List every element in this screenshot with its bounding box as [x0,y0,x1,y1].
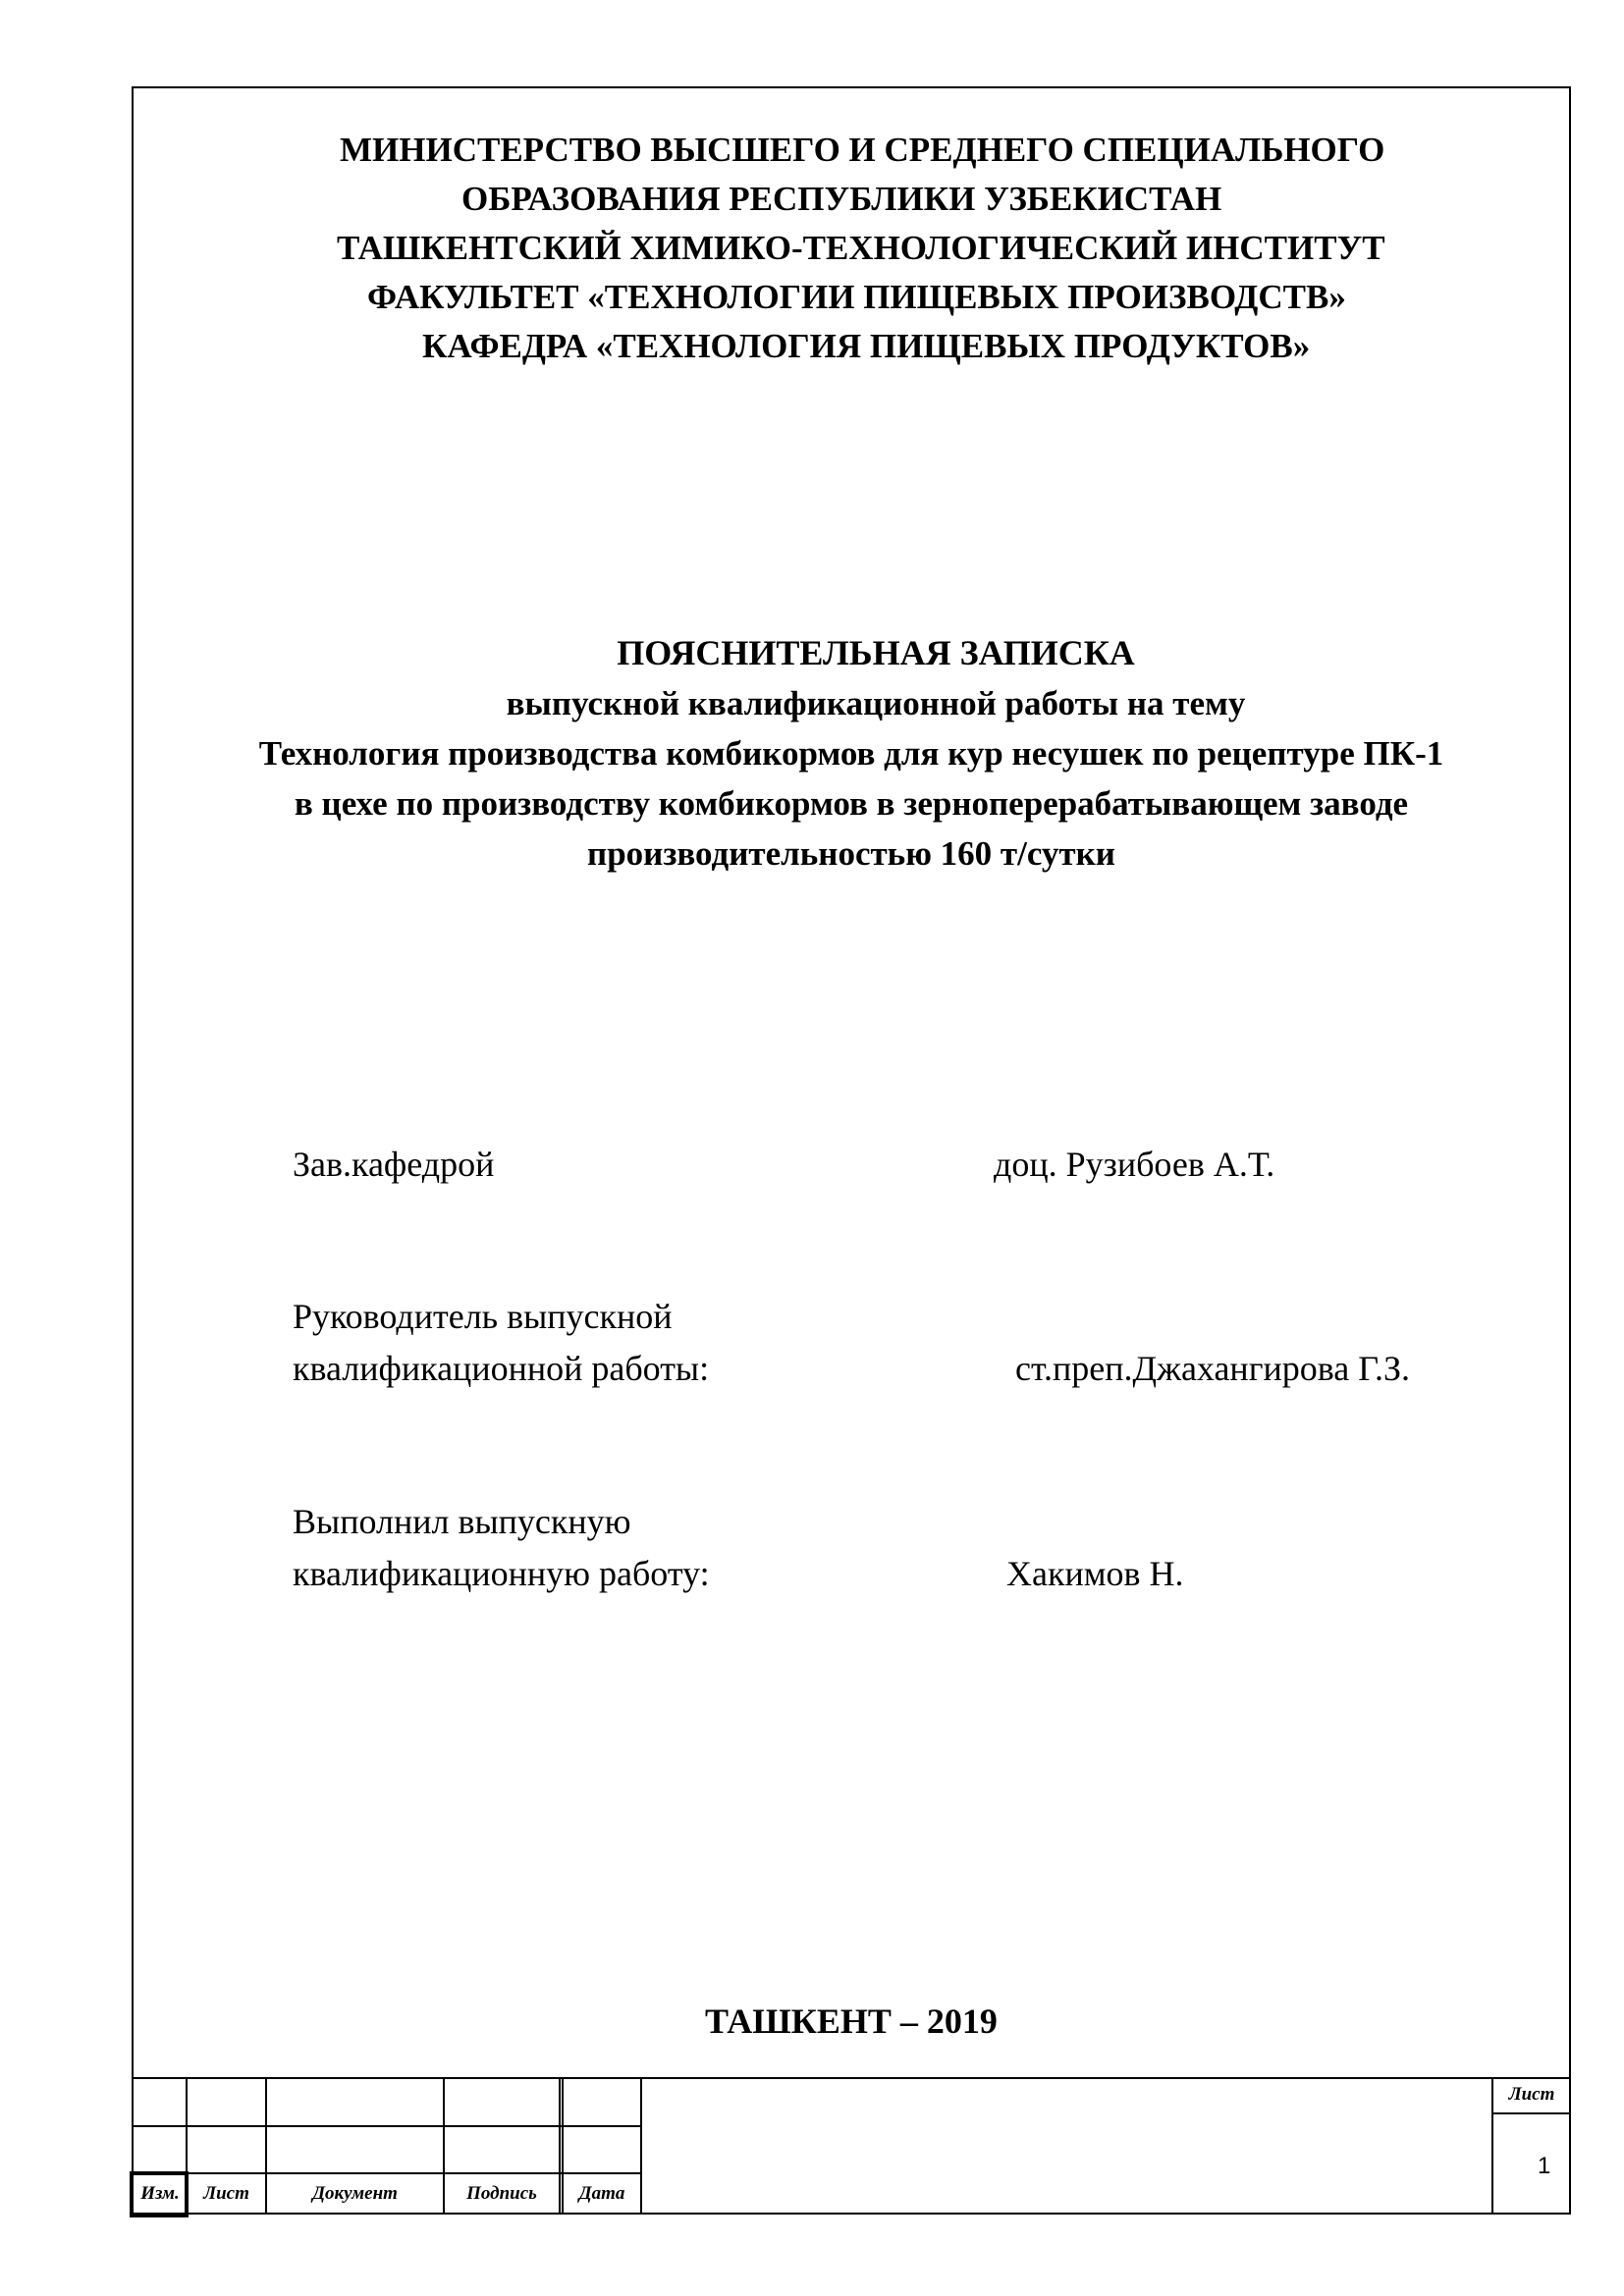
author-name: Хакимов Н. [1006,1554,1184,1593]
topic-line-3: производительностью 160 т/сутки [587,834,1115,873]
header-line-department: КАФЕДРА «ТЕХНОЛОГИЯ ПИЩЕВЫХ ПРОДУКТОВ» [422,327,1311,365]
stamp-label-signature: Подпись [466,2183,537,2204]
author-role-line1: Выполнил выпускную [293,1502,631,1541]
topic-line-1: Технология производства комбикормов для кур несушек по рецептуре ПК-1 [258,734,1444,773]
doc-type-heading: ПОЯСНИТЕЛЬНАЯ ЗАПИСКА [617,633,1135,672]
supervisor-role-line2: квалификационной работы: [293,1349,710,1388]
head-name: доц. Рузибоев А.Т. [994,1145,1275,1184]
stamp-sheet-number: 1 [1538,2153,1551,2179]
head-role: Зав.кафедрой [293,1145,495,1184]
topic-line-2: в цехе по производству комбикормов в зерноперерабатывающем заводе [294,784,1409,823]
header-line-republic: ОБРАЗОВАНИЯ РЕСПУБЛИКИ УЗБЕКИСТАН [461,180,1222,218]
supervisor-name: ст.преп.Джахангирова Г.З. [1015,1349,1411,1388]
header-line-faculty: ФАКУЛЬТЕТ «ТЕХНОЛОГИИ ПИЩЕВЫХ ПРОИЗВОДСТВ» [367,278,1346,316]
header-line-ministry: МИНИСТЕРСТВО ВЫСШЕГО И СРЕДНЕГО СПЕЦИАЛЬНОГО [340,131,1385,169]
author-role-line2: квалификационную работу: [293,1554,710,1593]
stamp-label-list: Лист [203,2183,249,2204]
stamp-sheet-label: Лист [1508,2084,1555,2105]
city-year: ТАШКЕНТ – 2019 [705,2002,998,2041]
supervisor-role-line1: Руководитель выпускной [293,1297,673,1336]
doc-subtitle: выпускной квалификационной работы на тему [506,684,1246,722]
stamp-label-date: Дата [578,2183,625,2204]
header-line-institute: ТАШКЕНТСКИЙ ХИМИКО-ТЕХНОЛОГИЧЕСКИЙ ИНСТИТУТ [337,229,1385,267]
stamp-label-izm: Изм. [140,2183,180,2204]
stamp-label-document: Документ [312,2183,398,2204]
